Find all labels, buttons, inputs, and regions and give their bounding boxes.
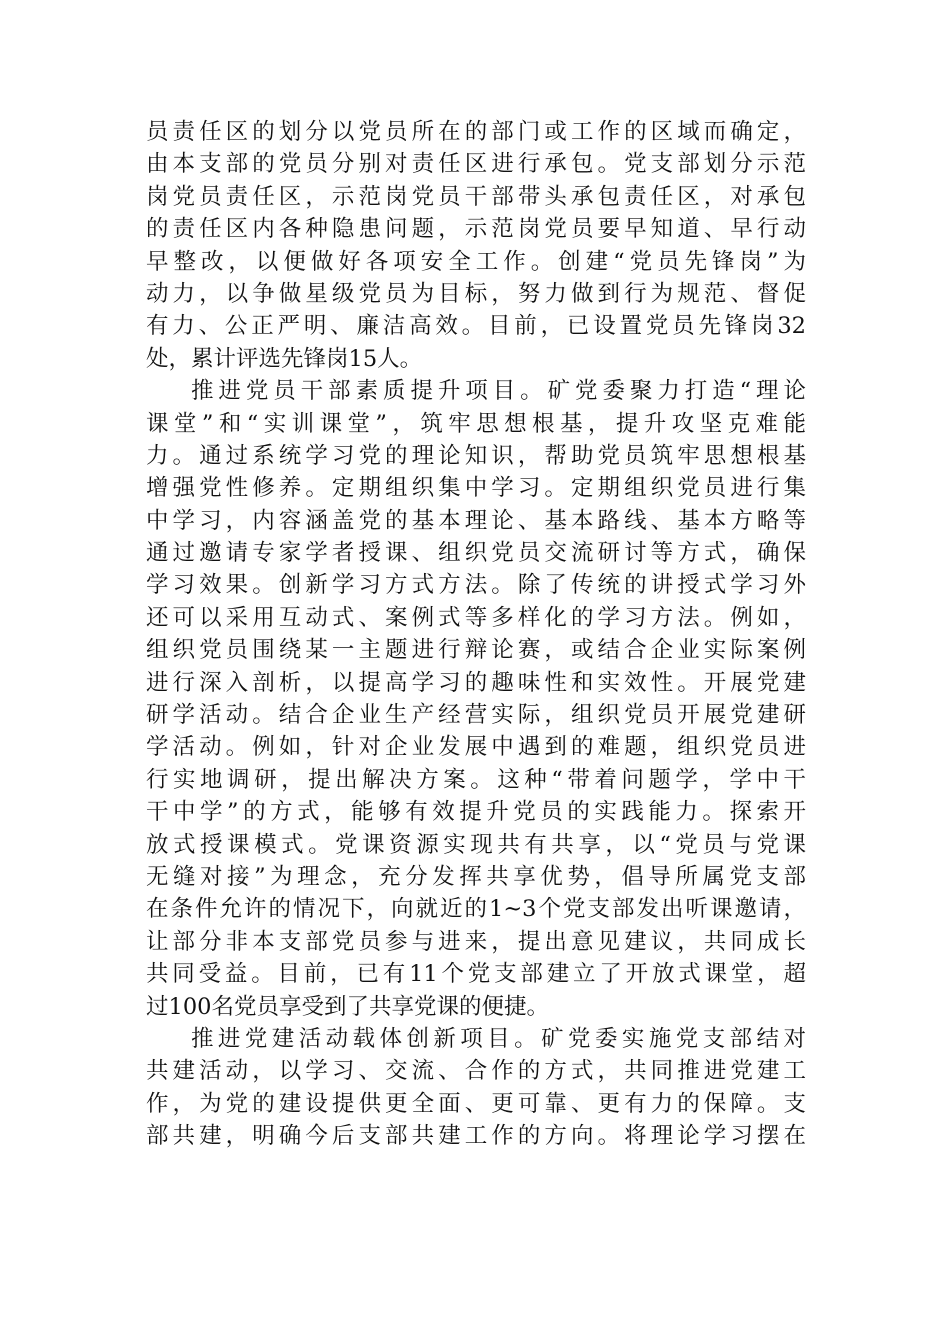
text-line: 在条件允许的情况下，向就近的1~3个党支部发出听课邀请，: [146, 896, 806, 923]
text-line: 有力、公正严明、廉洁高效。目前，已设置党员先锋岗32: [146, 313, 806, 340]
paragraph-2: [146, 375, 806, 1023]
text-line: 处，累计评选先锋岗15人。: [146, 345, 423, 372]
text-line: 研学活动。结合企业生产经营实际，组织党员开展党建研: [146, 702, 806, 729]
text-line: 增强党性修养。定期组织集中学习。定期组织党员进行集: [146, 475, 806, 502]
document-body: [146, 116, 806, 1153]
text-line: 共同受益。目前，已有11个党支部建立了开放式课堂，超: [146, 961, 806, 988]
text-line: 无缝对接”为理念，充分发挥共享优势，倡导所属党支部: [146, 863, 806, 890]
text-line: 干中学”的方式，能够有效提升党员的实践能力。探索开: [146, 799, 806, 826]
text-line: 推进党建活动载体创新项目。矿党委实施党支部结对: [191, 1025, 806, 1052]
text-line: 行实地调研，提出解决方案。这种“带着问题学，学中干: [146, 766, 806, 793]
text-line: 还可以采用互动式、案例式等多样化的学习方法。例如，: [146, 604, 806, 631]
text-line: 通过邀请专家学者授课、组织党员交流研讨等方式，确保: [146, 540, 806, 567]
text-line: 课堂”和“实训课堂”，筑牢思想根基，提升攻坚克难能: [146, 410, 806, 437]
text-line: 进行深入剖析，以提高学习的趣味性和实效性。开展党建: [146, 669, 806, 696]
text-line: 推进党员干部素质提升项目。矿党委聚力打造“理论: [191, 378, 806, 405]
text-line: 早整改，以便做好各项安全工作。创建“党员先锋岗”为: [146, 248, 806, 275]
text-line: 过100名党员享受到了共享党课的便捷。: [146, 993, 549, 1020]
text-line: 岗党员责任区，示范岗党员干部带头承包责任区，对承包: [146, 183, 806, 210]
text-line: 让部分非本支部党员参与进来，提出意见建议，共同成长: [146, 928, 806, 955]
paragraph-3: [146, 1023, 806, 1153]
text-line: 学习效果。创新学习方式方法。除了传统的讲授式学习外: [146, 572, 806, 599]
paragraph-1: [146, 116, 806, 375]
text-line: 中学习，内容涵盖党的基本理论、基本路线、基本方略等: [146, 507, 806, 534]
text-line: 由本支部的党员分别对责任区进行承包。党支部划分示范: [146, 151, 806, 178]
text-line: 学活动。例如，针对企业发展中遇到的难题，组织党员进: [146, 734, 806, 761]
text-line: 的责任区内各种隐患问题，示范岗党员要早知道、早行动: [146, 216, 806, 243]
text-line: 部共建，明确今后支部共建工作的方向。将理论学习摆在: [146, 1123, 806, 1150]
text-line: 组织党员围绕某一主题进行辩论赛，或结合企业实际案例: [146, 637, 806, 664]
text-line: 共建活动，以学习、交流、合作的方式，共同推进党建工: [146, 1058, 806, 1085]
text-line: 动力，以争做星级党员为目标，努力做到行为规范、督促: [146, 280, 806, 307]
text-line: 放式授课模式。党课资源实现共有共享，以“党员与党课: [146, 831, 806, 858]
text-line: 员责任区的划分以党员所在的部门或工作的区域而确定，: [146, 119, 806, 145]
text-line: 力。通过系统学习党的理论知识，帮助党员筑牢思想根基: [146, 442, 806, 469]
text-line: 作，为党的建设提供更全面、更可靠、更有力的保障。支: [146, 1090, 806, 1117]
